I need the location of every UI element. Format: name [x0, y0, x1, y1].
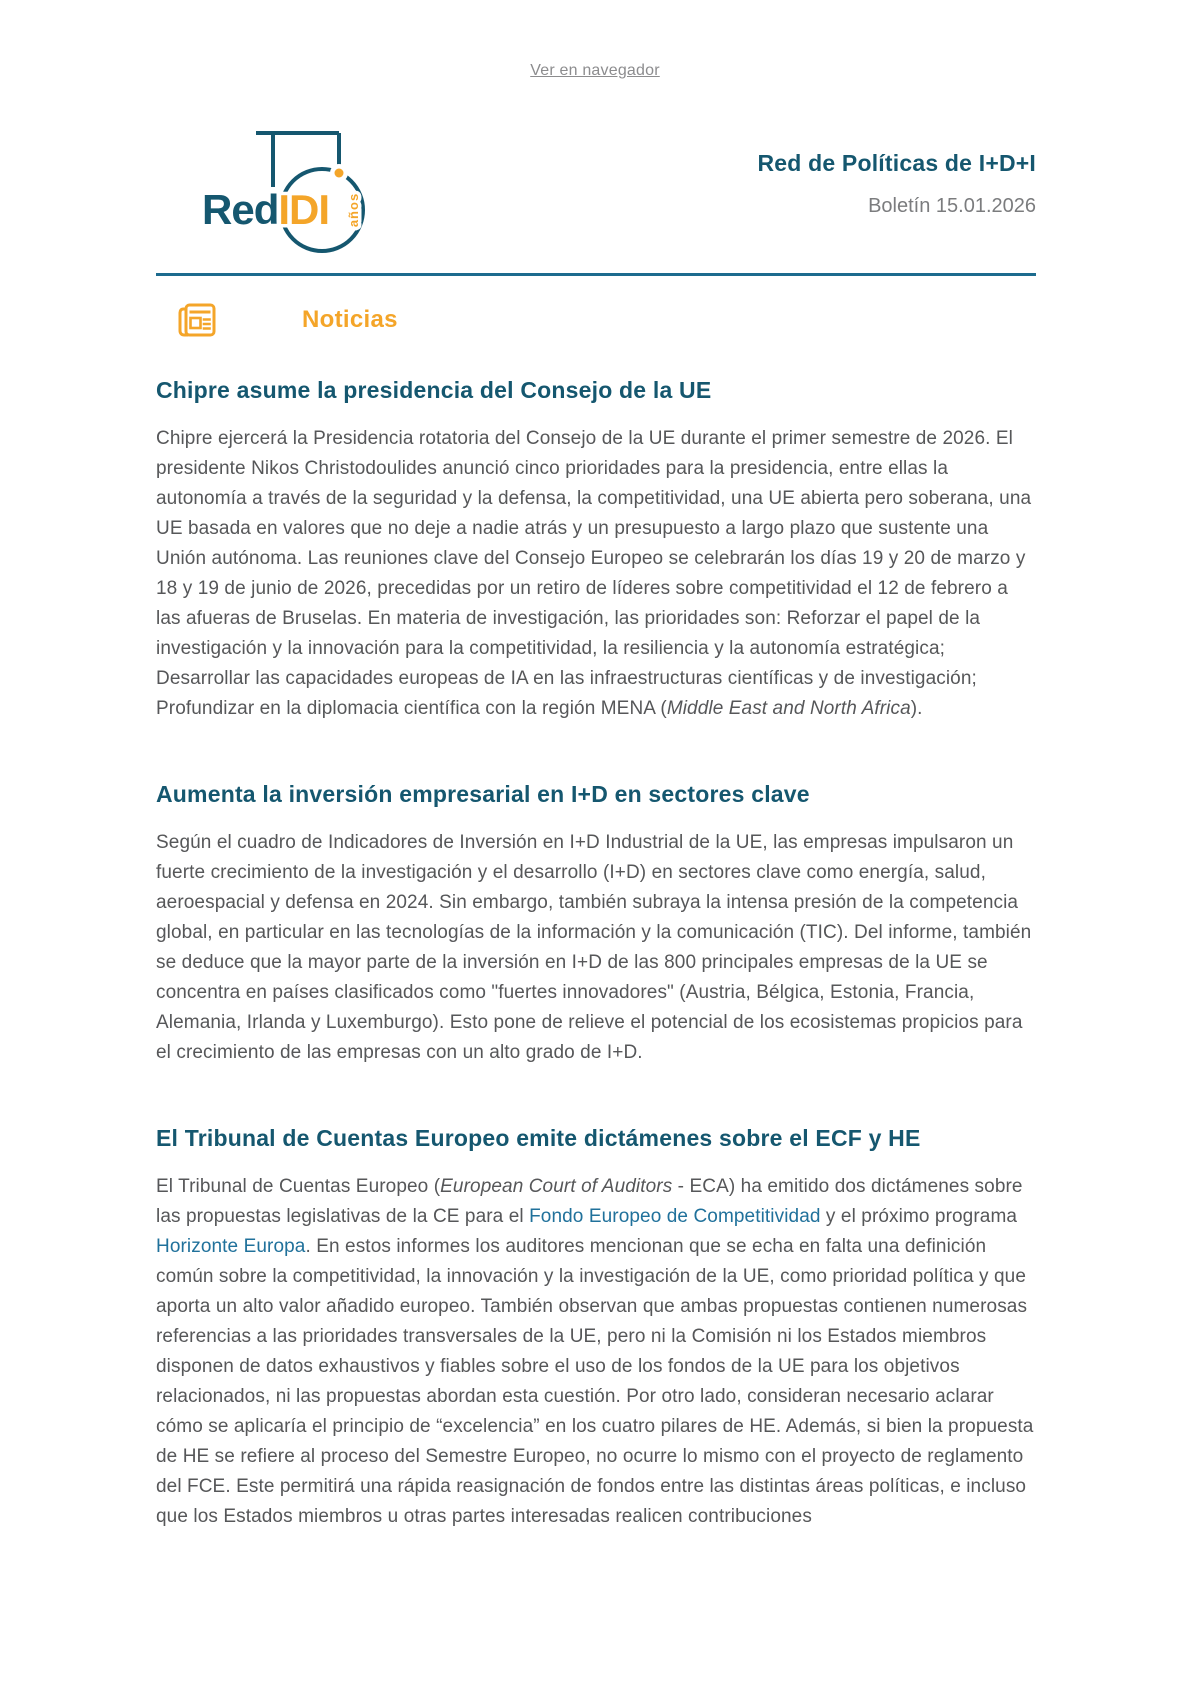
article-title: Chipre asume la presidencia del Consejo de la UE — [156, 377, 712, 403]
text-segment: Según el cuadro de Indicadores de Inversión en I+D Industrial de la UE, las empresas impulsaron un fuerte crecimiento de la investigación y el desarrollo (I+D) en sectores clave como energía, salud, aeroespacial y defensa en 2024. Sin embargo, también subraya la intensa presión de la competencia global, en particular en las tecnologías de la información y la comunicación (TIC). Del informe, también se deduce que la mayor parte de la inversión en I+D de las 800 principales empresas de la UE se concentra en países clasificados como "fuertes innovadores" (Austria, Bélgica, Estonia, Francia, Alemania, Irlanda y Luxemburgo). Esto pone de relieve el potencial de los ecosistemas propicios para el crecimiento de las empresas con un alto grado de I+D. — [156, 832, 1032, 1063]
newsletter-issue-date: Boletín 15.01.2026 — [868, 195, 1036, 217]
article-body — [156, 828, 1036, 1068]
logo-degree-dot-icon — [330, 164, 348, 182]
logo-wordmark — [202, 186, 329, 233]
logo-wordmark-red: Red — [202, 186, 279, 233]
newsletter-header — [156, 106, 1036, 271]
inline-link[interactable]: Horizonte Europa — [156, 1236, 306, 1257]
article-body — [156, 1172, 1036, 1532]
header-divider — [156, 273, 1036, 276]
view-in-browser-link[interactable]: Ver en navegador — [530, 62, 660, 79]
rediid-15-anniversary-logo — [166, 106, 416, 271]
text-segment: ). — [910, 698, 923, 719]
content-container — [156, 106, 1036, 1588]
text-segment: y el próximo programa — [820, 1206, 1018, 1227]
article-court-of-auditors — [156, 1124, 1036, 1532]
text-segment: El Tribunal de Cuentas Europeo ( — [156, 1176, 441, 1197]
logo-wordmark-idi: IDI — [278, 186, 330, 233]
section-title-noticias: Noticias — [302, 306, 398, 333]
logo-anos-label: años — [346, 192, 361, 228]
article-rd-investment — [156, 780, 1036, 1068]
article-body — [156, 424, 1036, 724]
article-title: El Tribunal de Cuentas Europeo emite dictámenes sobre el ECF y HE — [156, 1125, 921, 1151]
text-segment: Chipre ejercerá la Presidencia rotatoria del Consejo de la UE durante el primer semestre de 2026. El presidente Nikos Christodoulides anunció cinco prioridades para la presidencia, entre ellas la autonomía a través de la seguridad y la defensa, la competitividad, una UE abierta pero soberana, una UE basada en valores que no deje a nadie atrás y un presupuesto a largo plazo que sustente una Unión autónoma. Las reuniones clave del Consejo Europeo se celebrarán los días 19 y 20 de marzo y 18 y 19 de junio de 2026, precedidas por un retiro de líderes sobre competitividad el 12 de febrero a las afueras de Bruselas. En materia de investigación, las prioridades son: Reforzar el papel de la investigación y la innovación para la competitividad, la resiliencia y la autonomía estratégica; Desarrollar las capacidades europeas de IA en las infraestructuras científicas y de investigación; Profundizar en la diplomacia científica con la región MENA ( — [156, 428, 1032, 719]
bottom-whitespace — [156, 1532, 1036, 1588]
view-in-browser-row — [0, 62, 1190, 80]
article-title: Aumenta la inversión empresarial en I+D en sectores clave — [156, 781, 810, 807]
text-segment: Middle East and North Africa — [666, 698, 911, 719]
newsletter-title: Red de Políticas de I+D+I — [757, 150, 1036, 176]
article-cyprus-presidency — [156, 376, 1036, 724]
news-section-header — [156, 300, 1036, 340]
text-segment: . En estos informes los auditores mencionan que se echa en falta una definición común sobre la competitividad, la innovación y la investigación de la UE, como prioridad política y que aporta un alto valor añadido europeo. También observan que ambas propuestas contienen numerosas referencias a las prioridades transversales de la UE, pero ni la Comisión ni los Estados miembros disponen de datos exhaustivos y fiables sobre el uso de los fondos de la UE para los objetivos relacionados, ni las propuestas abordan esta cuestión. Por otro lado, consideran necesario aclarar cómo se aplicaría el principio de “excelencia” en los cuatro pilares de HE. Además, si bien la propuesta de HE se refiere al proceso del Semestre Europeo, no ocurre lo mismo con el proyecto de reglamento del FCE. Este permitirá una rápida reasignación de fondos entre las distintas áreas políticas, e incluso que los Estados miembros u otras partes interesadas realicen contribuciones — [156, 1236, 1034, 1527]
newspaper-icon — [174, 300, 220, 340]
inline-link[interactable]: Fondo Europeo de Competitividad — [529, 1206, 821, 1227]
header-right-block — [757, 106, 1036, 218]
text-segment: European Court of Auditors — [440, 1176, 673, 1197]
text-segment: - ECA) ha emitido dos dictámenes sobre las propuestas legislativas de la CE para el — [156, 1176, 1023, 1227]
